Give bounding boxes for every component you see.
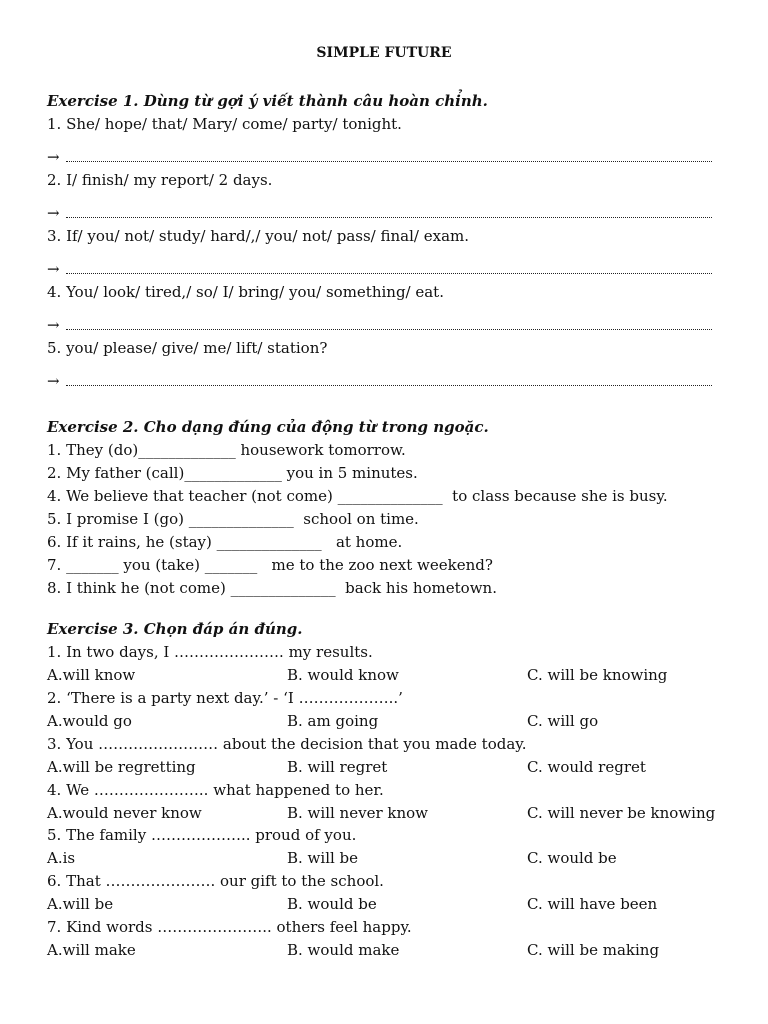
ex3-question: 6. That …………………. our gift to the school. xyxy=(47,872,384,890)
option-c: C. would regret xyxy=(527,758,646,776)
ex1-item-2: 2. I/ finish/ my report/ 2 days. xyxy=(47,171,273,189)
arrow-icon: → xyxy=(47,148,60,166)
option-c: C. will never be knowing xyxy=(527,804,716,822)
ex2-item: 4. We believe that teacher (not come) ______________ to class because she is busy. xyxy=(47,487,668,505)
option-b: B. will never know xyxy=(287,804,429,822)
ex2-item: 1. They (do)_____________ housework tomorrow. xyxy=(47,441,406,459)
option-b: B. am going xyxy=(287,712,379,730)
ex2-item: 6. If it rains, he (stay) ______________ at home. xyxy=(47,533,403,551)
option-c: C. would be xyxy=(527,849,617,867)
option-a: A.will make xyxy=(47,941,136,959)
option-a: A.would never know xyxy=(47,804,202,822)
option-b: B. would make xyxy=(287,941,400,959)
exercise-2-heading: Exercise 2. Cho dạng đúng của động từ trong ngoặc. xyxy=(47,418,489,436)
ex3-question: 7. Kind words ………………….. others feel happy. xyxy=(47,918,412,936)
answer-line xyxy=(66,272,712,274)
option-b: B. would know xyxy=(287,666,399,684)
ex2-item: 8. I think he (not come) ______________ back his hometown. xyxy=(47,579,497,597)
ex1-item-5: 5. you/ please/ give/ me/ lift/ station? xyxy=(47,339,328,357)
page-title: SIMPLE FUTURE xyxy=(316,45,452,61)
ex1-item-3: 3. If/ you/ not/ study/ hard/,/ you/ not/ pass/ final/ exam. xyxy=(47,227,469,245)
option-a: A.will be regretting xyxy=(47,758,196,776)
ex3-question: 5. The family ……………….. proud of you. xyxy=(47,826,357,844)
answer-line xyxy=(66,160,712,162)
option-c: C. will be knowing xyxy=(527,666,668,684)
ex2-item: 7. _______ you (take) _______ me to the zoo next weekend? xyxy=(47,556,493,574)
option-b: B. would be xyxy=(287,895,377,913)
answer-line xyxy=(66,384,712,386)
answer-line xyxy=(66,216,712,218)
option-a: A.is xyxy=(47,849,76,867)
ex3-question: 2. ‘There is a party next day.’ - ‘I ………………..’ xyxy=(47,689,403,707)
option-a: A.will be xyxy=(47,895,114,913)
option-a: A.would go xyxy=(47,712,132,730)
option-c: C. will be making xyxy=(527,941,660,959)
option-c: C. will have been xyxy=(527,895,658,913)
answer-line xyxy=(66,328,712,330)
option-a: A.will know xyxy=(47,666,136,684)
option-c: C. will go xyxy=(527,712,599,730)
arrow-icon: → xyxy=(47,260,60,278)
arrow-icon: → xyxy=(47,316,60,334)
ex2-item: 5. I promise I (go) ______________ school on time. xyxy=(47,510,419,528)
ex2-item: 2. My father (call)_____________ you in 5 minutes. xyxy=(47,464,418,482)
arrow-icon: → xyxy=(47,204,60,222)
ex1-item-1: 1. She/ hope/ that/ Mary/ come/ party/ tonight. xyxy=(47,115,402,133)
ex3-question: 3. You …………………… about the decision that you made today. xyxy=(47,735,527,753)
arrow-icon: → xyxy=(47,372,60,390)
ex3-question: 4. We ………………….. what happened to her. xyxy=(47,781,384,799)
exercise-3-heading: Exercise 3. Chọn đáp án đúng. xyxy=(47,620,303,638)
option-b: B. will regret xyxy=(287,758,388,776)
ex1-item-4: 4. You/ look/ tired,/ so/ I/ bring/ you/ something/ eat. xyxy=(47,283,444,301)
option-b: B. will be xyxy=(287,849,359,867)
exercise-1-heading: Exercise 1. Dùng từ gợi ý viết thành câu hoàn chỉnh. xyxy=(47,92,488,110)
ex3-question: 1. In two days, I …………………. my results. xyxy=(47,643,373,661)
